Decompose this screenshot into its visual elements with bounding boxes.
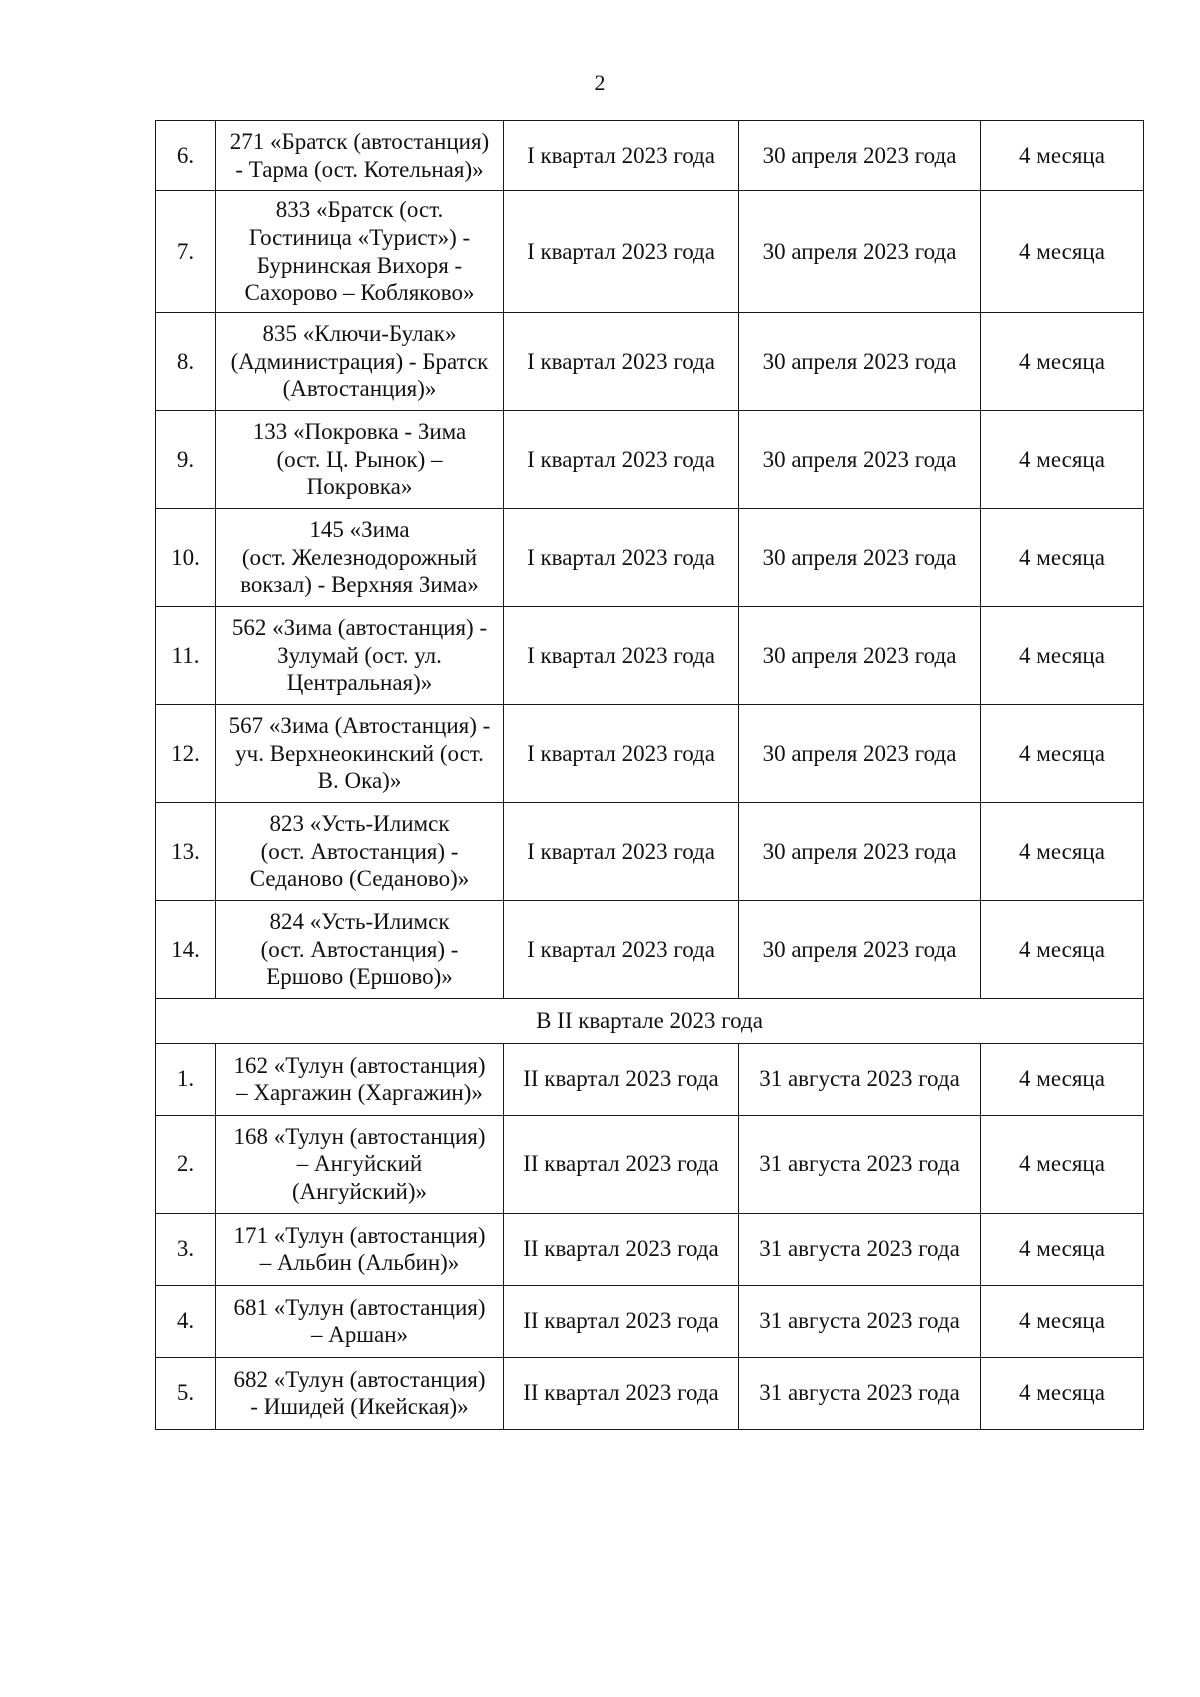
deadline-date: 30 апреля 2023 года [739, 121, 981, 191]
route-name [216, 411, 504, 509]
row-number: 9. [156, 411, 216, 509]
period-cell: 4 месяца [981, 1043, 1144, 1115]
route-name [216, 803, 504, 901]
table-row [156, 121, 1144, 191]
route-name-line: - Ишидей (Икейская)» [250, 1394, 469, 1420]
page-number: 2 [594, 70, 606, 95]
quarter-cell: I квартал 2023 года [504, 191, 739, 313]
route-name-line: 133 «Покровка - Зима [252, 419, 467, 445]
deadline-date: 31 августа 2023 года [739, 1043, 981, 1115]
row-number: 5. [156, 1357, 216, 1429]
route-name-line: 682 «Тулун (автостанция) [233, 1366, 486, 1392]
period-cell: 4 месяца [981, 705, 1144, 803]
route-name [216, 313, 504, 411]
table-row [156, 313, 1144, 411]
route-name-line: (ост. Ц. Рынок) – [276, 446, 443, 472]
quarter-cell: I квартал 2023 года [504, 313, 739, 411]
route-name [216, 509, 504, 607]
row-number: 3. [156, 1213, 216, 1285]
period-cell: 4 месяца [981, 509, 1144, 607]
route-name-line: 835 «Ключи-Булак» [262, 321, 457, 347]
route-name-line: (Администрация) - Братск [230, 348, 489, 374]
quarter-cell: I квартал 2023 года [504, 803, 739, 901]
quarter-cell: II квартал 2023 года [504, 1357, 739, 1429]
quarter-cell: I квартал 2023 года [504, 901, 739, 999]
deadline-date: 30 апреля 2023 года [739, 509, 981, 607]
quarter-cell: I квартал 2023 года [504, 705, 739, 803]
route-name-line: (Ангуйский)» [292, 1178, 427, 1204]
deadline-date: 30 апреля 2023 года [739, 313, 981, 411]
table-row [156, 1285, 1144, 1357]
period-cell: 4 месяца [981, 803, 1144, 901]
table-body-quarter-1 [156, 121, 1144, 999]
route-name-line: Покровка» [306, 474, 413, 500]
route-name-line: Зулумай (ост. ул. [277, 642, 442, 668]
quarter-cell: I квартал 2023 года [504, 121, 739, 191]
table-row [156, 1043, 1144, 1115]
route-name-line: уч. Верхнеокинский (ост. [235, 740, 484, 766]
quarter-cell: I квартал 2023 года [504, 509, 739, 607]
route-name-line: 567 «Зима (Автостанция) - [228, 713, 491, 739]
route-name [216, 607, 504, 705]
quarter-cell: I квартал 2023 года [504, 607, 739, 705]
table-row [156, 1115, 1144, 1213]
quarter-cell: II квартал 2023 года [504, 1043, 739, 1115]
row-number: 10. [156, 509, 216, 607]
period-cell: 4 месяца [981, 411, 1144, 509]
row-number: 6. [156, 121, 216, 191]
deadline-date: 31 августа 2023 года [739, 1357, 981, 1429]
quarter-cell: II квартал 2023 года [504, 1285, 739, 1357]
quarter-cell: II квартал 2023 года [504, 1115, 739, 1213]
period-cell: 4 месяца [981, 1285, 1144, 1357]
period-cell: 4 месяца [981, 901, 1144, 999]
quarter-cell: II квартал 2023 года [504, 1213, 739, 1285]
row-number: 12. [156, 705, 216, 803]
table-row [156, 411, 1144, 509]
route-name-line: - Тарма (ост. Котельная)» [235, 156, 484, 182]
deadline-date: 30 апреля 2023 года [739, 607, 981, 705]
route-name-line: Ершово (Ершово)» [266, 964, 453, 990]
route-name-line: (ост. Автостанция) - [260, 838, 459, 864]
route-name [216, 1285, 504, 1357]
section-header-group [156, 999, 1144, 1044]
table-row [156, 901, 1144, 999]
section-header-row [156, 999, 1144, 1044]
route-name-line: 271 «Братск (автостанция) [229, 128, 490, 154]
table-row [156, 1213, 1144, 1285]
deadline-date: 30 апреля 2023 года [739, 705, 981, 803]
route-schedule-table [155, 120, 1144, 1430]
period-cell: 4 месяца [981, 607, 1144, 705]
route-name-line: Сахорово – Кобляково» [244, 280, 475, 306]
row-number: 14. [156, 901, 216, 999]
period-cell: 4 месяца [981, 1115, 1144, 1213]
deadline-date: 31 августа 2023 года [739, 1285, 981, 1357]
route-name-line: 823 «Усть-Илимск [269, 811, 450, 837]
row-number: 13. [156, 803, 216, 901]
table-body-quarter-2 [156, 1043, 1144, 1429]
table-row [156, 803, 1144, 901]
route-name-line: В. Ока)» [317, 768, 402, 794]
deadline-date: 30 апреля 2023 года [739, 803, 981, 901]
row-number: 7. [156, 191, 216, 313]
route-name-line: 168 «Тулун (автостанция) [233, 1123, 486, 1149]
route-name-line: (ост. Автостанция) - [260, 936, 459, 962]
route-name-line: Центральная)» [286, 670, 433, 696]
deadline-date: 30 апреля 2023 года [739, 411, 981, 509]
route-name-line: 562 «Зима (автостанция) - [231, 615, 488, 641]
route-name-line: 681 «Тулун (автостанция) [233, 1294, 486, 1320]
deadline-date: 31 августа 2023 года [739, 1213, 981, 1285]
route-name [216, 1213, 504, 1285]
route-name [216, 901, 504, 999]
route-name-line: 171 «Тулун (автостанция) [233, 1222, 486, 1248]
period-cell: 4 месяца [981, 121, 1144, 191]
table-row [156, 607, 1144, 705]
route-name-line: 145 «Зима [309, 517, 410, 543]
route-name-line: 833 «Братск (ост. [275, 197, 444, 223]
table-row [156, 509, 1144, 607]
section-header: В II квартале 2023 года [156, 999, 1144, 1044]
period-cell: 4 месяца [981, 1357, 1144, 1429]
route-name [216, 191, 504, 313]
row-number: 1. [156, 1043, 216, 1115]
period-cell: 4 месяца [981, 191, 1144, 313]
table-row [156, 705, 1144, 803]
route-name [216, 121, 504, 191]
deadline-date: 31 августа 2023 года [739, 1115, 981, 1213]
route-name-line: – Харгажин (Харгажин)» [236, 1080, 483, 1106]
row-number: 8. [156, 313, 216, 411]
route-name [216, 1043, 504, 1115]
quarter-cell: I квартал 2023 года [504, 411, 739, 509]
route-name-line: – Аршан» [310, 1322, 409, 1348]
route-name-line: Гостиница «Турист») - [248, 224, 471, 250]
row-number: 2. [156, 1115, 216, 1213]
row-number: 11. [156, 607, 216, 705]
route-name [216, 1357, 504, 1429]
route-name [216, 1115, 504, 1213]
deadline-date: 30 апреля 2023 года [739, 191, 981, 313]
route-name-line: – Ангуйский [296, 1151, 423, 1177]
route-name-line: 824 «Усть-Илимск [269, 909, 450, 935]
route-name-line: Седаново (Седаново)» [249, 866, 470, 892]
table-row [156, 1357, 1144, 1429]
route-name-line: 162 «Тулун (автостанция) [233, 1052, 486, 1078]
period-cell: 4 месяца [981, 1213, 1144, 1285]
period-cell: 4 месяца [981, 313, 1144, 411]
route-name-line: вокзал) - Верхняя Зима» [240, 572, 479, 598]
route-name-line: (Автостанция)» [282, 376, 437, 402]
route-name-line: – Альбин (Альбин)» [259, 1250, 460, 1276]
table-row [156, 191, 1144, 313]
deadline-date: 30 апреля 2023 года [739, 901, 981, 999]
row-number: 4. [156, 1285, 216, 1357]
route-name-line: (ост. Железнодорожный [241, 544, 478, 570]
route-name-line: Бурнинская Вихоря - [256, 252, 463, 278]
route-name [216, 705, 504, 803]
